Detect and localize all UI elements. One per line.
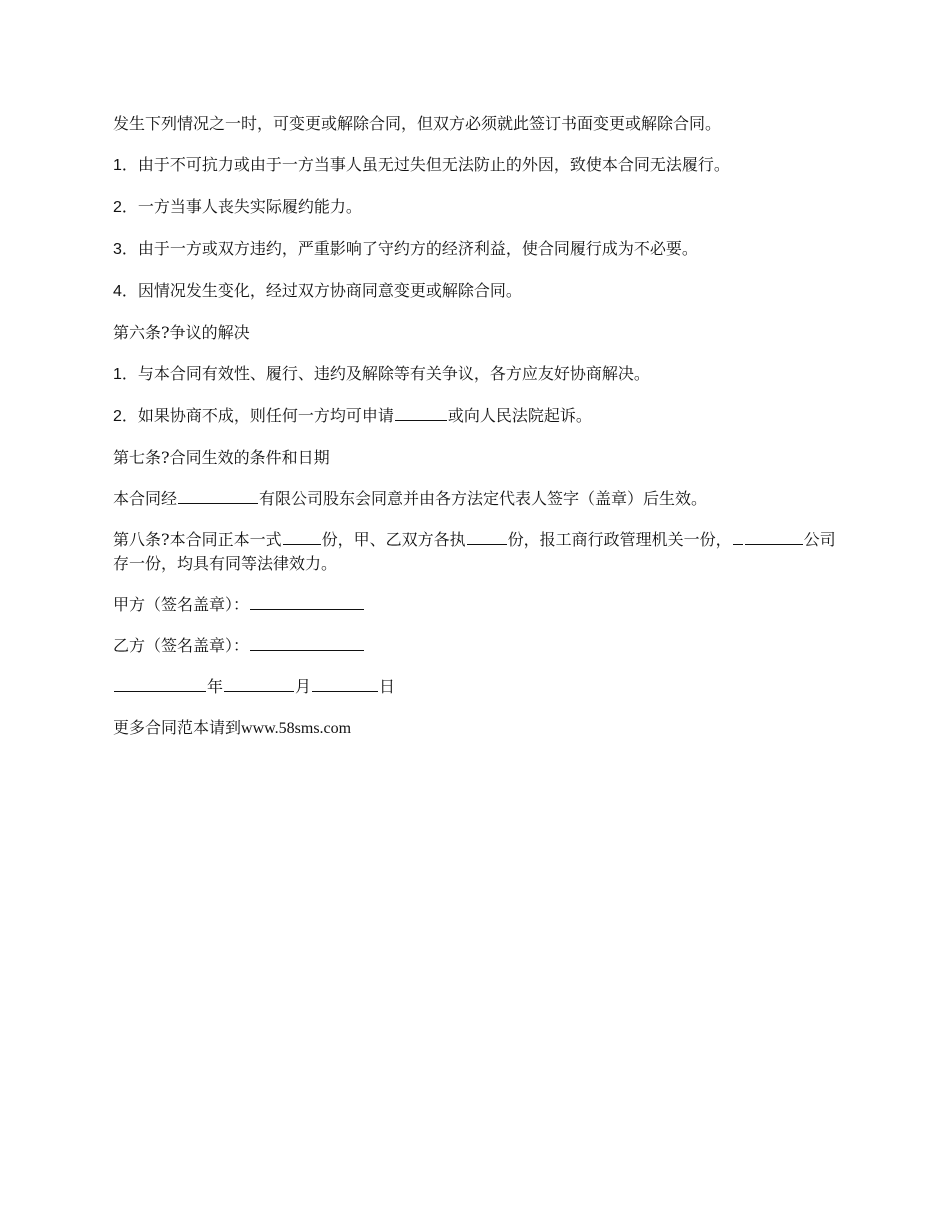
para-text-d: 公司存一份，均具有同等法律效力。 [113,530,836,573]
list-item-2 [113,195,838,220]
fill-blank-arbitration [395,419,447,421]
party-a-signature [113,593,838,617]
para-text-b: 份，甲、乙双方各执 [321,530,466,549]
heading-text: 第七条?合同生效的条件和日期 [113,448,330,467]
para-text-cont: 有限公司股东会同意并由各方法定代表人签字（盖章）后生效。 [259,489,708,508]
list-item-1 [113,153,838,178]
footer-text: 更多合同范本请到 [113,718,242,737]
item-text: 与本合同有效性、履行、违约及解除等有关争议，各方应友好协商解决。 [137,364,650,383]
para-text-c: 份，报工商行政管理机关一份， [507,530,732,549]
signature-label: 甲方（签名盖章）： [113,595,250,614]
article-8-paragraph [113,528,838,576]
item-number: 1． [113,157,138,174]
footer-note [113,716,838,741]
item-number: 4． [113,283,138,300]
date-line [113,675,838,699]
item-number: 3． [113,241,138,258]
intro-paragraph [113,112,838,136]
item-text-cont: 或向人民法院起诉。 [447,406,592,425]
dispute-item-2 [113,404,838,429]
fill-blank-company-b [745,543,803,545]
article-7-heading [113,446,838,470]
article-7-paragraph [113,487,838,511]
item-text: 一方当事人丧失实际履约能力。 [137,197,362,216]
heading-text: 第六条?争议的解决 [113,323,250,342]
month-label: 月 [295,677,312,696]
item-number: 1． [113,366,138,383]
item-number: 2． [113,199,138,216]
item-number: 2． [113,408,138,425]
list-item-4 [113,279,838,304]
party-b-signature [113,634,838,658]
fill-blank-company-a [733,543,743,545]
fill-blank-year [114,690,206,692]
year-label: 年 [207,677,224,696]
day-label: 日 [379,677,396,696]
item-text: 如果协商不成，则任何一方均可申请 [137,406,394,425]
article-6-heading [113,321,838,345]
footer-url: www.58sms.com [241,720,352,737]
item-text: 由于不可抗力或由于一方当事人虽无过失但无法防止的外因，致使本合同无法履行。 [137,155,730,174]
fill-blank-company [178,502,258,504]
document-body [113,112,838,758]
fill-blank-day [312,690,378,692]
para-text: 本合同经 [113,489,178,508]
fill-blank-copies [283,543,321,545]
dispute-item-1 [113,362,838,387]
signature-line [250,608,364,610]
fill-blank-month [224,690,294,692]
para-text: 第八条?本合同正本一式 [113,530,282,549]
signature-line [250,649,364,651]
intro-text: 发生下列情况之一时，可变更或解除合同，但双方必须就此签订书面变更或解除合同。 [113,114,722,133]
item-text: 因情况发生变化，经过双方协商同意变更或解除合同。 [137,281,522,300]
item-text: 由于一方或双方违约，严重影响了守约方的经济利益，使合同履行成为不必要。 [137,239,698,258]
fill-blank-each [467,543,507,545]
signature-label: 乙方（签名盖章）： [113,636,250,655]
list-item-3 [113,237,838,262]
